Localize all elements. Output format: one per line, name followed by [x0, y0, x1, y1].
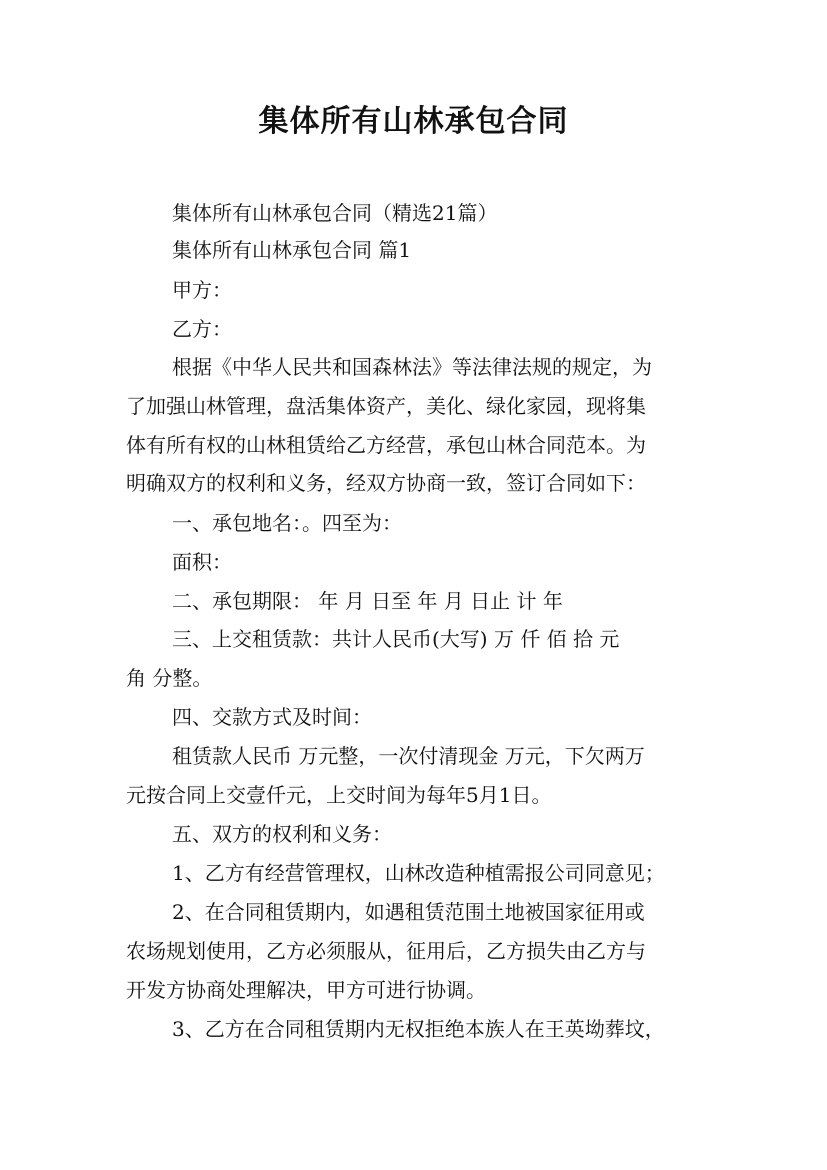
paragraph-line: 明确双方的权利和义务，经双方协商一致，签订合同如下： [126, 471, 646, 495]
clause-line: 一、承包地名：。四至为： [172, 511, 402, 535]
paragraph-line: 开发方协商处理解决，甲方可进行协调。 [126, 978, 486, 1002]
paragraph-line: 了加强山林管理，盘活集体资产，美化、绿化家园，现将集 [126, 394, 646, 418]
party-a-label: 甲方： [172, 278, 232, 302]
paragraph-line: 根据《中华人民共和国森林法》等法律法规的规定，为 [172, 355, 652, 379]
clause-line: 3、乙方在合同租赁期内无权拒绝本族人在王英坳葬坟， [172, 1017, 665, 1041]
clause-line: 五、双方的权利和义务： [172, 822, 392, 846]
clause-line: 角 分整。 [126, 666, 213, 690]
paragraph-line: 体有所有权的山林租赁给乙方经营，承包山林合同范本。为 [126, 433, 646, 457]
clause-line: 面积： [172, 550, 232, 574]
party-b-label: 乙方： [172, 317, 232, 341]
clause-line: 2、在合同租赁期内，如遇租赁范围土地被国家征用或 [172, 900, 645, 924]
section-heading: 集体所有山林承包合同 篇1 [172, 238, 412, 262]
document-title: 集体所有山林承包合同 [258, 104, 569, 139]
subtitle-line: 集体所有山林承包合同（精选21篇） [172, 201, 498, 225]
clause-line: 三、上交租赁款：共计人民币(大写) 万 仟 佰 拾 元 [172, 627, 620, 651]
clause-line: 1、乙方有经营管理权，山林改造种植需报公司同意见； [172, 861, 665, 885]
clause-line: 四、交款方式及时间： [172, 705, 372, 729]
paragraph-line: 租赁款人民币 万元整，一次付清现金 万元，下欠两万 [172, 744, 645, 768]
clause-line: 二、承包期限： 年 月 日至 年 月 日止 计 年 [172, 589, 563, 613]
paragraph-line: 元按合同上交壹仟元，上交时间为每年5月1日。 [126, 783, 552, 807]
paragraph-line: 农场规划使用，乙方必须服从，征用后，乙方损失由乙方与 [126, 939, 646, 963]
